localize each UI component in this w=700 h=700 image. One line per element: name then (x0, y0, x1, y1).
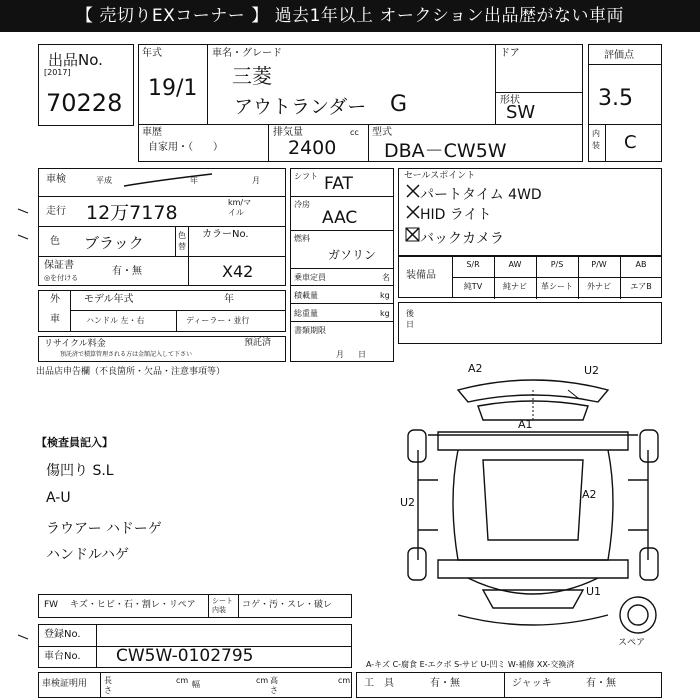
year-value: 19/1 (148, 76, 198, 101)
foreign-label-2: 車 (50, 314, 60, 325)
sales-point-2: HID ライト (420, 207, 492, 223)
shape-value: SW (506, 102, 536, 123)
tools-value: 有・無 (430, 678, 460, 689)
displacement-value: 2400 (288, 137, 337, 159)
color-label: 色 (50, 236, 60, 247)
foreign-frame (38, 290, 286, 332)
gross-label: 総重量 (294, 309, 318, 318)
inspector-label: 【検査員記入】 (36, 436, 113, 449)
side-tick-marks (14, 205, 34, 645)
model-code-value: DBA－CW5W (384, 140, 507, 162)
equipment-row2-item-0: 純TV (463, 282, 483, 291)
car-damage-diagram (398, 360, 668, 660)
page-banner: 【 売切りEXコーナー 】 過去1年以上 オークション出品歴がない車両 (0, 0, 700, 32)
jack-label: ジャッキ (512, 678, 552, 689)
seat-label: シート内装 (212, 597, 233, 614)
damage-legend: A-キズ C-腐食 E-エクボ S-サビ U-凹ミ W-補修 XX-交換済 (366, 660, 575, 669)
mileage-unit: km/マイル (228, 198, 252, 217)
equipment-row1-item-1: AW (508, 260, 522, 269)
fuel-label: 燃料 (294, 234, 310, 243)
height-cm: cm (338, 676, 351, 685)
year-label: 年式 (142, 48, 162, 59)
dealer-label: ディーラー・並行 (186, 316, 250, 325)
sales-points-label: セールスポイント (404, 171, 476, 181)
damage-mark-u2-side: U2 (400, 496, 416, 509)
shaken-era: 平成 (96, 176, 112, 185)
length-cm: cm (176, 676, 189, 685)
grade-value: 3.5 (598, 86, 633, 111)
width-cm: cm (256, 676, 269, 685)
recycle-label: リサイクル料金 (44, 339, 106, 349)
color-no-value: X42 (222, 262, 254, 281)
inspector-note-2: A-U (46, 490, 71, 506)
mileage-label: 走行 (46, 206, 66, 217)
load-label: 積載量 (294, 291, 318, 300)
tools-label: 工具 (364, 678, 404, 689)
capacity-unit: 名 (382, 273, 390, 282)
load-unit: kg (380, 291, 390, 300)
equipment-row2-item-2: 革シート (541, 282, 573, 291)
equipment-row2-item-3: 外ナビ (587, 282, 611, 291)
spare-label: スペア (618, 638, 646, 648)
lot-number: 70228 (46, 89, 123, 117)
interior-value: C (624, 132, 637, 153)
warranty-sub: ◎を付ける (44, 274, 79, 282)
color-swap: 色替 (178, 231, 186, 251)
rear-frame (398, 302, 662, 344)
sales-point-marks (404, 182, 424, 252)
fw-label: FW (44, 600, 59, 610)
maker-value: 三菱 (232, 64, 272, 88)
height-label: 高さ (270, 676, 278, 695)
shaken-strike-line (120, 170, 220, 192)
warranty-value: 有・無 (112, 266, 142, 277)
ac-label: 冷房 (294, 200, 310, 209)
reg-doc-label: 書類期限 (294, 326, 326, 335)
shape-label: 形状 (500, 95, 520, 106)
inspector-note-1: 傷凹り S.L (46, 463, 114, 479)
fw-items: キズ・ヒビ・石・割レ・リペア (70, 600, 196, 610)
cc-unit: cc (350, 128, 359, 137)
color-value: ブラック (84, 234, 144, 252)
inspector-note-4: ハンドルハゲ (46, 547, 130, 563)
handle-label: ハンドル 左・右 (86, 316, 145, 325)
recycle-sub: 預託済で積算管理される方は金額記入して下さい (60, 351, 193, 358)
shaken-label: 車検 (46, 174, 66, 185)
shift-label: シフト (294, 172, 318, 181)
color-no-label: カラーNo. (202, 229, 249, 240)
reg-doc-month: 月日 (336, 350, 380, 359)
shaken-year: 年 (190, 176, 198, 185)
sales-point-3: バックカメラ (420, 231, 504, 247)
grade-value: G (390, 92, 408, 117)
grade-label: 評価点 (604, 50, 634, 61)
registration-label: 登録No. (44, 629, 81, 640)
lot-label: 出品No. (48, 51, 103, 69)
damage-mark-a2-front: A2 (468, 362, 483, 375)
chassis-label: 車台No. (44, 651, 81, 662)
equipment-label: 装備品 (406, 270, 436, 281)
equipment-row1-item-3: P/W (591, 260, 607, 269)
cert-label: 車検証明用 (42, 679, 88, 689)
equipment-row2-item-4: エアB (630, 282, 652, 291)
sales-point-1: パートタイム 4WD (420, 187, 542, 203)
interior-label: 内装 (592, 129, 600, 150)
fuel-value: ガソリン (328, 248, 377, 262)
chassis-value: CW5W-0102795 (116, 646, 254, 666)
damage-mark-u2-top: U2 (584, 364, 600, 377)
recycle-status: 預託済 (244, 338, 272, 348)
lot-year-tag: [2017] (44, 68, 71, 77)
seat-items: コゲ・汚・スレ・破レ (242, 600, 333, 610)
damage-mark-u1: U1 (586, 585, 602, 598)
inspector-note-3: ラウアー ハドーゲ (46, 521, 162, 537)
seller-notes-label: 出品店申告欄（不良箇所・欠品・注意事項等） (36, 367, 226, 377)
warranty-label: 保証書 (44, 260, 74, 271)
equipment-row2-item-1: 純ナビ (503, 282, 527, 291)
shift-value: FAT (324, 174, 353, 194)
mileage-value: 12万7178 (86, 202, 178, 224)
model-year-unit: 年 (224, 294, 234, 305)
damage-mark-a1: A1 (518, 418, 533, 431)
door-label: ドア (500, 48, 520, 59)
equipment-row1-item-2: P/S (550, 260, 564, 269)
length-label: 長さ (104, 676, 112, 695)
model-code-label: 型式 (372, 127, 392, 138)
usage-label: 車歴 (142, 127, 162, 138)
rear-label: 後日 (406, 309, 414, 329)
foreign-label-1: 外 (50, 294, 60, 305)
ac-value: AAC (322, 208, 358, 228)
model-year-label: モデル年式 (84, 294, 134, 305)
capacity-label: 乗車定員 (294, 273, 326, 282)
damage-mark-a2-side: A2 (582, 488, 597, 501)
usage-value: 自家用・（ ） (148, 142, 223, 153)
equipment-row1-item-4: AB (635, 260, 647, 269)
shaken-month: 月 (252, 176, 260, 185)
gross-unit: kg (380, 309, 390, 318)
displacement-label: 排気量 (273, 127, 303, 138)
equipment-row1-item-0: S/R (466, 260, 480, 269)
model-value: アウトランダー (234, 96, 367, 118)
jack-value: 有・無 (586, 678, 616, 689)
name-label: 車名・グレード (212, 48, 282, 59)
width-label: 幅 (192, 680, 200, 689)
